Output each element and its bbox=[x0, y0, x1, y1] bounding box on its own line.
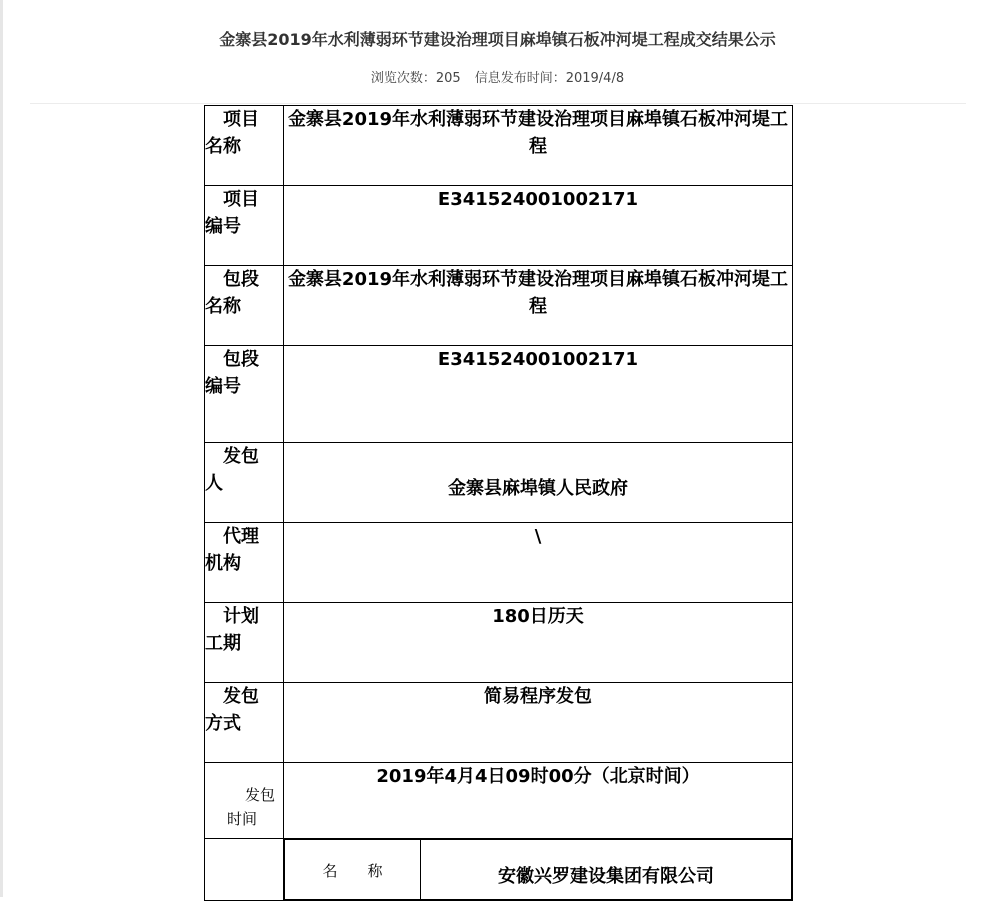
row-label: 包段 编号 bbox=[205, 346, 284, 443]
agency-value: \ bbox=[284, 523, 793, 603]
winner-subtable bbox=[284, 839, 792, 900]
table-row bbox=[205, 603, 793, 683]
package-name-value: 金寨县2019年水利薄弱环节建设治理项目麻埠镇石板冲河堤工程 bbox=[284, 266, 793, 346]
method-value: 简易程序发包 bbox=[284, 683, 793, 763]
table-row bbox=[205, 266, 793, 346]
winner-cell bbox=[284, 839, 793, 901]
contractor-value: 金寨县麻埠镇人民政府 bbox=[284, 443, 793, 523]
package-code-value: E341524001002171 bbox=[284, 346, 793, 443]
row-label: 项目 名称 bbox=[205, 106, 284, 186]
view-count: 浏览次数：205 bbox=[370, 71, 461, 86]
project-name-value: 金寨县2019年水利薄弱环节建设治理项目麻埠镇石板冲河堤工程 bbox=[284, 106, 793, 186]
page-meta bbox=[0, 67, 995, 86]
row-label: 代理 机构 bbox=[205, 523, 284, 603]
divider bbox=[30, 103, 966, 104]
project-code-value: E341524001002171 bbox=[284, 186, 793, 266]
table-row bbox=[205, 106, 793, 186]
table-row bbox=[205, 523, 793, 603]
table-row bbox=[205, 186, 793, 266]
row-label: 发包 人 bbox=[205, 443, 284, 523]
row-label: 发包 方式 bbox=[205, 683, 284, 763]
row-label: 计划 工期 bbox=[205, 603, 284, 683]
time-value: 2019年4月4日09时00分（北京时间） bbox=[284, 763, 793, 839]
duration-value: 180日历天 bbox=[284, 603, 793, 683]
winner-name-label: 名 称 bbox=[285, 840, 421, 900]
row-label: 发包 时间 bbox=[205, 763, 284, 839]
publish-date: 信息发布时间：2019/4/8 bbox=[474, 71, 625, 86]
table-row bbox=[205, 683, 793, 763]
row-label: 包段 名称 bbox=[205, 266, 284, 346]
left-border bbox=[0, 0, 3, 897]
row-label: 项目 编号 bbox=[205, 186, 284, 266]
table-row bbox=[205, 763, 793, 839]
page-title: 金寨县2019年水利薄弱环节建设治理项目麻埠镇石板冲河堤工程成交结果公示 bbox=[219, 30, 776, 49]
table-row bbox=[205, 346, 793, 443]
row-label-empty bbox=[205, 839, 284, 901]
winner-name-value: 安徽兴罗建设集团有限公司 bbox=[421, 840, 792, 900]
result-table bbox=[204, 105, 793, 901]
table-row bbox=[205, 839, 793, 901]
table-row bbox=[205, 443, 793, 523]
